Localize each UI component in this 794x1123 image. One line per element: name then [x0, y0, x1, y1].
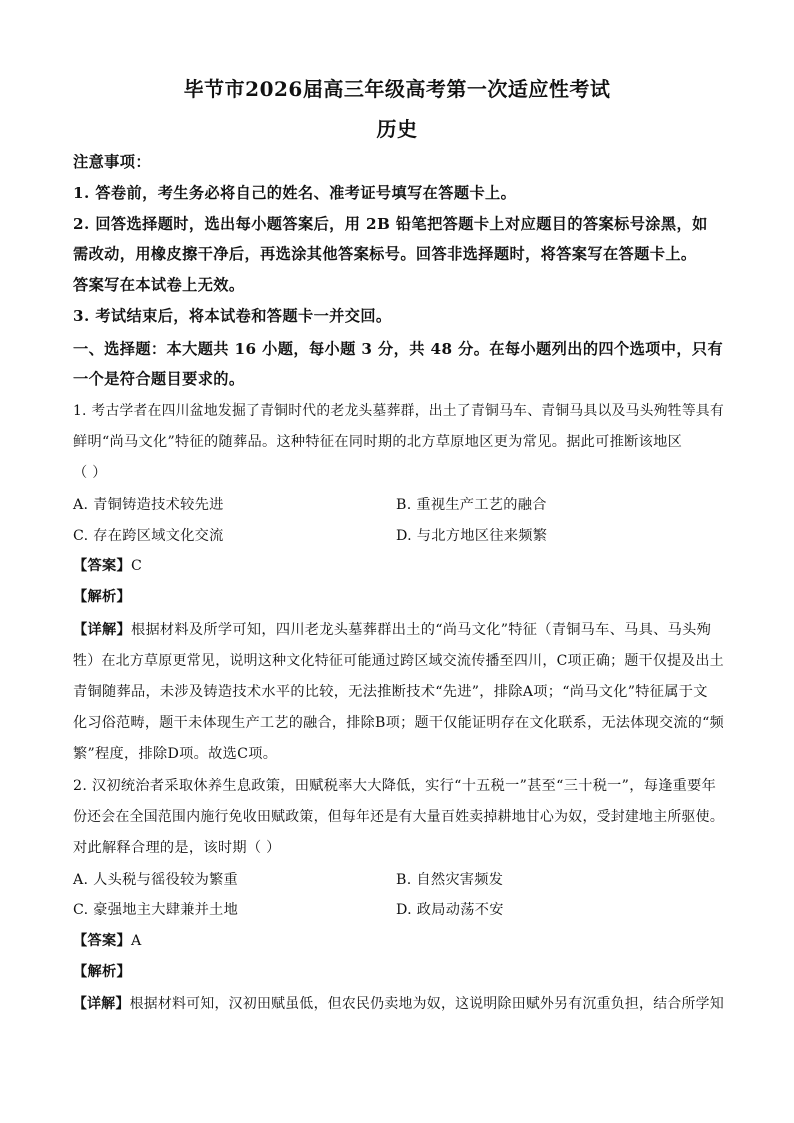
q2-stem-line-1: 2. 汉初统治者采取休养生息政策，田赋税率大大降低，实行“十五税一”甚至“三十税一”，每逢重要年	[73, 778, 717, 794]
q1-blank: （ ）	[73, 465, 107, 481]
q2-analysis-tag: 【解析】	[73, 964, 131, 980]
notes-item-3: 3. 考试结束后，将本试卷和答题卡一并交回。	[73, 307, 392, 325]
q2-option-b: B. 自然灾害频发	[396, 872, 504, 888]
q1-detail-line-3: 青铜随葬品，未涉及铸造技术水平的比较，无法推断技术“先进”，排除A项；“尚马文化”特征属于文	[73, 684, 708, 700]
q1-answer-tag: 【答案】	[73, 558, 131, 574]
q2-analysis	[73, 961, 131, 981]
q1-detail-line-5: 繁”程度，排除D项。故选C项。	[73, 746, 278, 762]
subject-title: 历史	[376, 117, 418, 141]
notes-item-2-line-1: 2. 回答选择题时，选出每小题答案后，用 2B 铅笔把答题卡上对应题目的答案标号涂黑，如	[73, 215, 708, 233]
notes-item-2-line-3: 答案写在本试卷上无效。	[73, 276, 245, 294]
q2-detail-line-1	[73, 993, 724, 1013]
notes-heading: 注意事项：	[73, 153, 151, 171]
q2-answer	[73, 930, 142, 950]
q1-option-a: A. 青铜铸造技术较先进	[73, 497, 224, 513]
q2-detail-text-1: 根据材料可知，汉初田赋虽低，但农民仍卖地为奴，这说明除田赋外另有沉重负担，结合所学知	[129, 996, 724, 1012]
q1-detail-text-1: 根据材料及所学可知，四川老龙头墓葬群出土的“尚马文化”特征（青铜马车、马具、马头殉	[130, 622, 712, 638]
q2-answer-tag: 【答案】	[73, 933, 131, 949]
q2-answer-value: A	[130, 933, 142, 949]
q1-answer-value: C	[130, 558, 143, 574]
q1-detail-line-4: 化习俗范畴，题干未体现生产工艺的融合，排除B项；题干仅能证明存在文化联系，无法体现交流的“频	[73, 715, 725, 731]
exam-title: 毕节市2026届高三年级高考第一次适应性考试	[183, 77, 611, 101]
q1-option-c: C. 存在跨区域文化交流	[73, 528, 224, 544]
q1-detail-line-1	[73, 619, 711, 639]
q1-answer	[73, 555, 142, 575]
q2-stem-line-2: 份还会在全国范围内施行免收田赋政策，但每年还是有大量百姓卖掉耕地甘心为奴，受封建地主所驱使。	[73, 809, 724, 825]
q1-detail-line-2: 牲）在北方草原更常见，说明这种文化特征可能通过跨区域交流传播至四川，C项正确；题干仅提及出土	[73, 653, 724, 669]
q2-option-c: C. 豪强地主大肆兼并土地	[73, 902, 239, 918]
q1-stem-line-2: 鲜明“尚马文化”特征的随葬品。这种特征在同时期的北方草原地区更为常见。据此可推断该地区	[73, 434, 683, 450]
q1-analysis	[73, 586, 131, 606]
notes-item-2-line-2: 需改动，用橡皮擦干净后，再选涂其他答案标号。回答非选择题时，将答案写在答题卡上。	[73, 245, 697, 263]
q2-stem-line-3: 对此解释合理的是，该时期（ ）	[73, 840, 281, 856]
q2-detail-tag: 【详解】	[73, 996, 130, 1012]
q1-option-d: D. 与北方地区往来频繁	[396, 528, 548, 544]
q2-option-a: A. 人头税与徭役较为繁重	[73, 872, 239, 888]
notes-item-1: 1. 答卷前，考生务必将自己的姓名、准考证号填写在答题卡上。	[73, 184, 517, 202]
section-heading-line-1: 一、选择题：本大题共 16 小题，每小题 3 分，共 48 分。在每小题列出的四个选项中，只有	[73, 340, 724, 358]
q1-analysis-tag: 【解析】	[73, 589, 131, 605]
q1-detail-tag: 【详解】	[73, 622, 131, 638]
q2-option-d: D. 政局动荡不安	[396, 902, 504, 918]
q1-option-b: B. 重视生产工艺的融合	[396, 497, 547, 513]
q1-stem-line-1: 1. 考古学者在四川盆地发掘了青铜时代的老龙头墓葬群，出土了青铜马车、青铜马具以及马头殉牲等具有	[73, 403, 725, 419]
section-heading-line-2: 一个是符合题目要求的。	[73, 370, 245, 388]
